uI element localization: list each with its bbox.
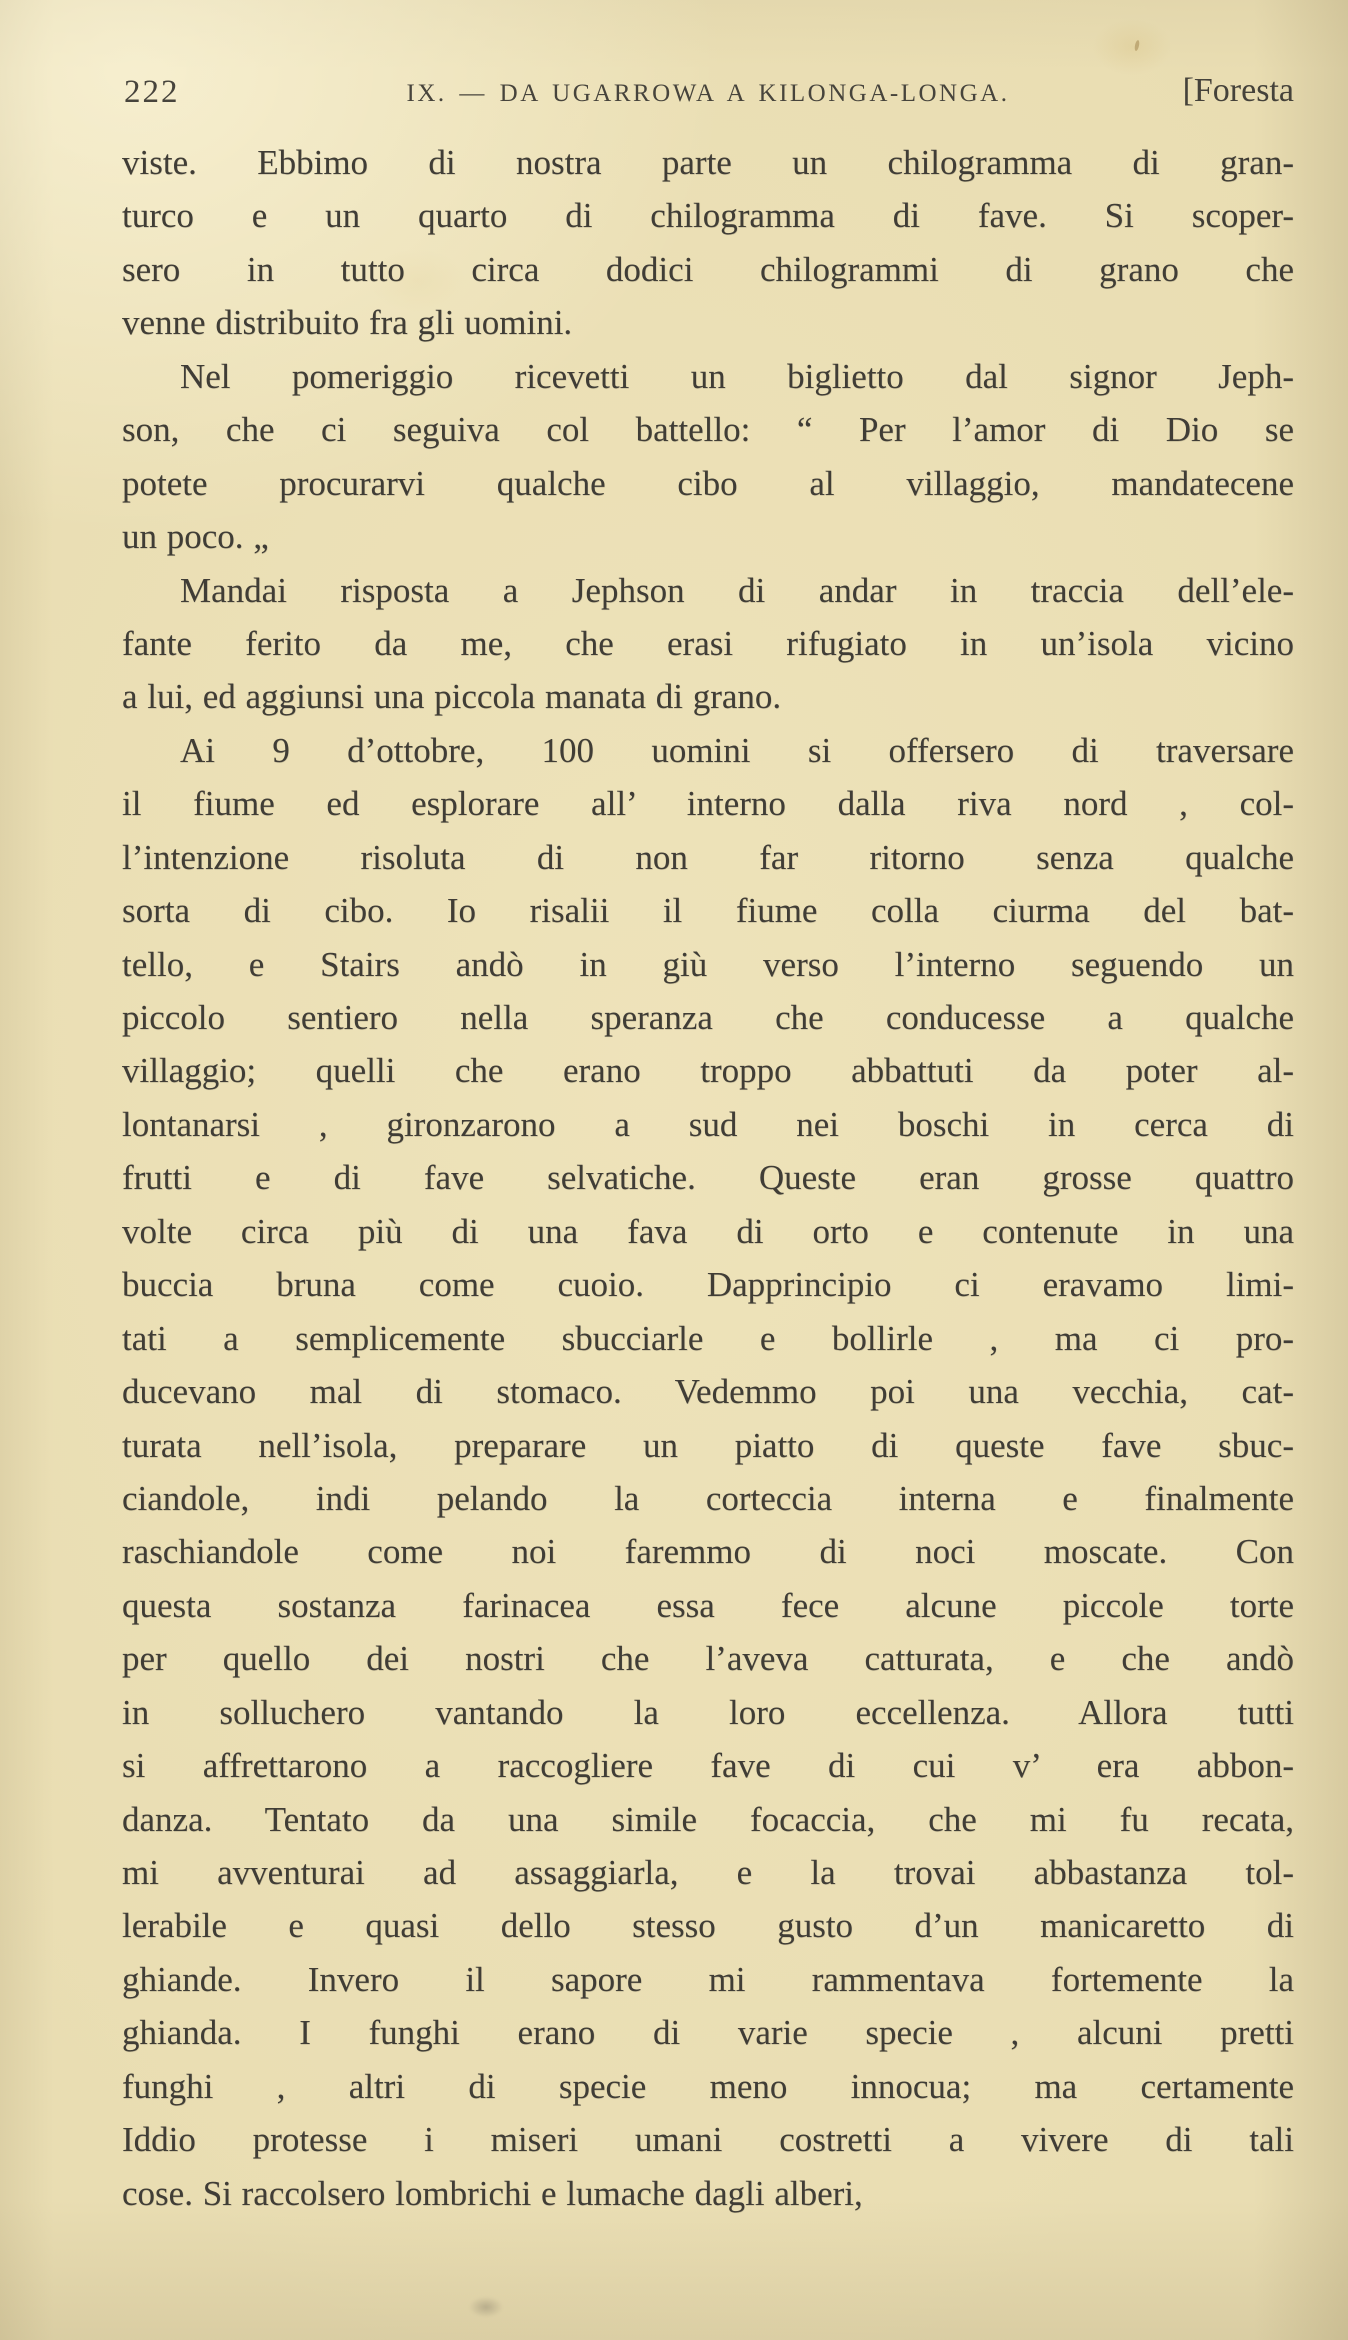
text-line: frutti e di fave selvatiche. Queste eran grosse quattro [122, 1158, 1294, 1198]
text-line: turata nell’isola, preparare un piatto di queste fave sbuc- [122, 1425, 1294, 1465]
text-line: ghianda. I funghi erano di varie specie , alcuni pretti [122, 2013, 1294, 2053]
body-text [122, 136, 1294, 2220]
paper-speck [1134, 40, 1140, 52]
text-line: questa sostanza farinacea essa fece alcune piccole torte [122, 1585, 1294, 1625]
text-line: volte circa più di una fava di orto e contenute in una [122, 1211, 1294, 1251]
text-line: mi avventurai ad assaggiarla, e la trovai abbastanza tol- [122, 1853, 1294, 1892]
chapter-title: IX. — DA UGARROWA A KILONGA-LONGA. [406, 80, 1010, 107]
text-line: ciandole, indi pelando la corteccia interna e finalmente [122, 1478, 1294, 1518]
text-line: Nel pomeriggio ricevetti un biglietto dal signor Jeph- [180, 356, 1294, 396]
text-line: danza. Tentato da una simile focaccia, che mi fu recata, [122, 1799, 1294, 1839]
text-line: Ai 9 d’ottobre, 100 uomini si offersero di traversare [180, 730, 1294, 770]
text-line: tati a semplicemente sbucciarle e bollirle , ma ci pro- [122, 1318, 1294, 1358]
text-line: viste. Ebbimo di nostra parte un chilogramma di gran- [122, 143, 1294, 182]
text-line: cose. Si raccolsero lombrichi e lumache dagli alberi, [122, 2173, 863, 2213]
text-line: lontanarsi , gironzarono a sud nei boschi in cerca di [122, 1104, 1294, 1144]
text-line: per quello dei nostri che l’aveva catturata, e che andò [122, 1639, 1294, 1679]
text-line: potete procurarvi qualche cibo al villaggio, mandatecene [122, 463, 1294, 503]
text-line: in solluchero vantando la loro eccellenza. Allora tutti [122, 1692, 1294, 1732]
text-line: l’intenzione risoluta di non far ritorno senza qualche [122, 837, 1294, 877]
text-line: lerabile e quasi dello stesso gusto d’un manicaretto di [122, 1906, 1294, 1946]
header-catchword: [Foresta [1182, 72, 1294, 109]
page-number: 222 [124, 74, 180, 110]
text-line: fante ferito da me, che erasi rifugiato in un’isola vicino [122, 623, 1294, 663]
text-line: villaggio; quelli che erano troppo abbattuti da poter al- [122, 1051, 1294, 1091]
text-line: sorta di cibo. Io risalii il fiume colla ciurma del bat- [122, 891, 1294, 931]
text-line: venne distribuito fra gli uomini. [122, 303, 573, 343]
text-line: un poco. „ [122, 517, 269, 557]
text-line: Iddio protesse i miseri umani costretti a vivere di tali [122, 2120, 1294, 2160]
text-line: si affrettarono a raccogliere fave di cui v’ era abbon- [122, 1746, 1294, 1786]
text-line: Mandai risposta a Jephson di andar in traccia dell’ele- [180, 570, 1294, 610]
text-line: sero in tutto circa dodici chilogrammi di grano che [122, 249, 1294, 289]
text-line: turco e un quarto di chilogramma di fave. Si scoper- [122, 196, 1294, 236]
text-line: son, che ci seguiva col battello: “ Per l’amor di Dio se [122, 410, 1294, 450]
text-line: funghi , altri di specie meno innocua; ma certamente [122, 2066, 1294, 2106]
text-line: il fiume ed esplorare all’ interno dalla riva nord , col- [122, 784, 1294, 824]
text-line: a lui, ed aggiunsi una piccola manata di grano. [122, 677, 782, 717]
text-line: ducevano mal di stomaco. Vedemmo poi una vecchia, cat- [122, 1372, 1294, 1412]
text-line: raschiandole come noi faremmo di noci moscate. Con [122, 1532, 1294, 1572]
running-header [122, 72, 1294, 114]
text-line: buccia bruna come cuoio. Dapprincipio ci eravamo limi- [122, 1265, 1294, 1305]
paper-smudge [468, 2296, 504, 2318]
text-line: ghiande. Invero il sapore mi rammentava fortemente la [122, 1959, 1294, 1999]
text-line: piccolo sentiero nella speranza che conducesse a qualche [122, 998, 1294, 1037]
text-line: tello, e Stairs andò in giù verso l’interno seguendo un [122, 944, 1294, 984]
